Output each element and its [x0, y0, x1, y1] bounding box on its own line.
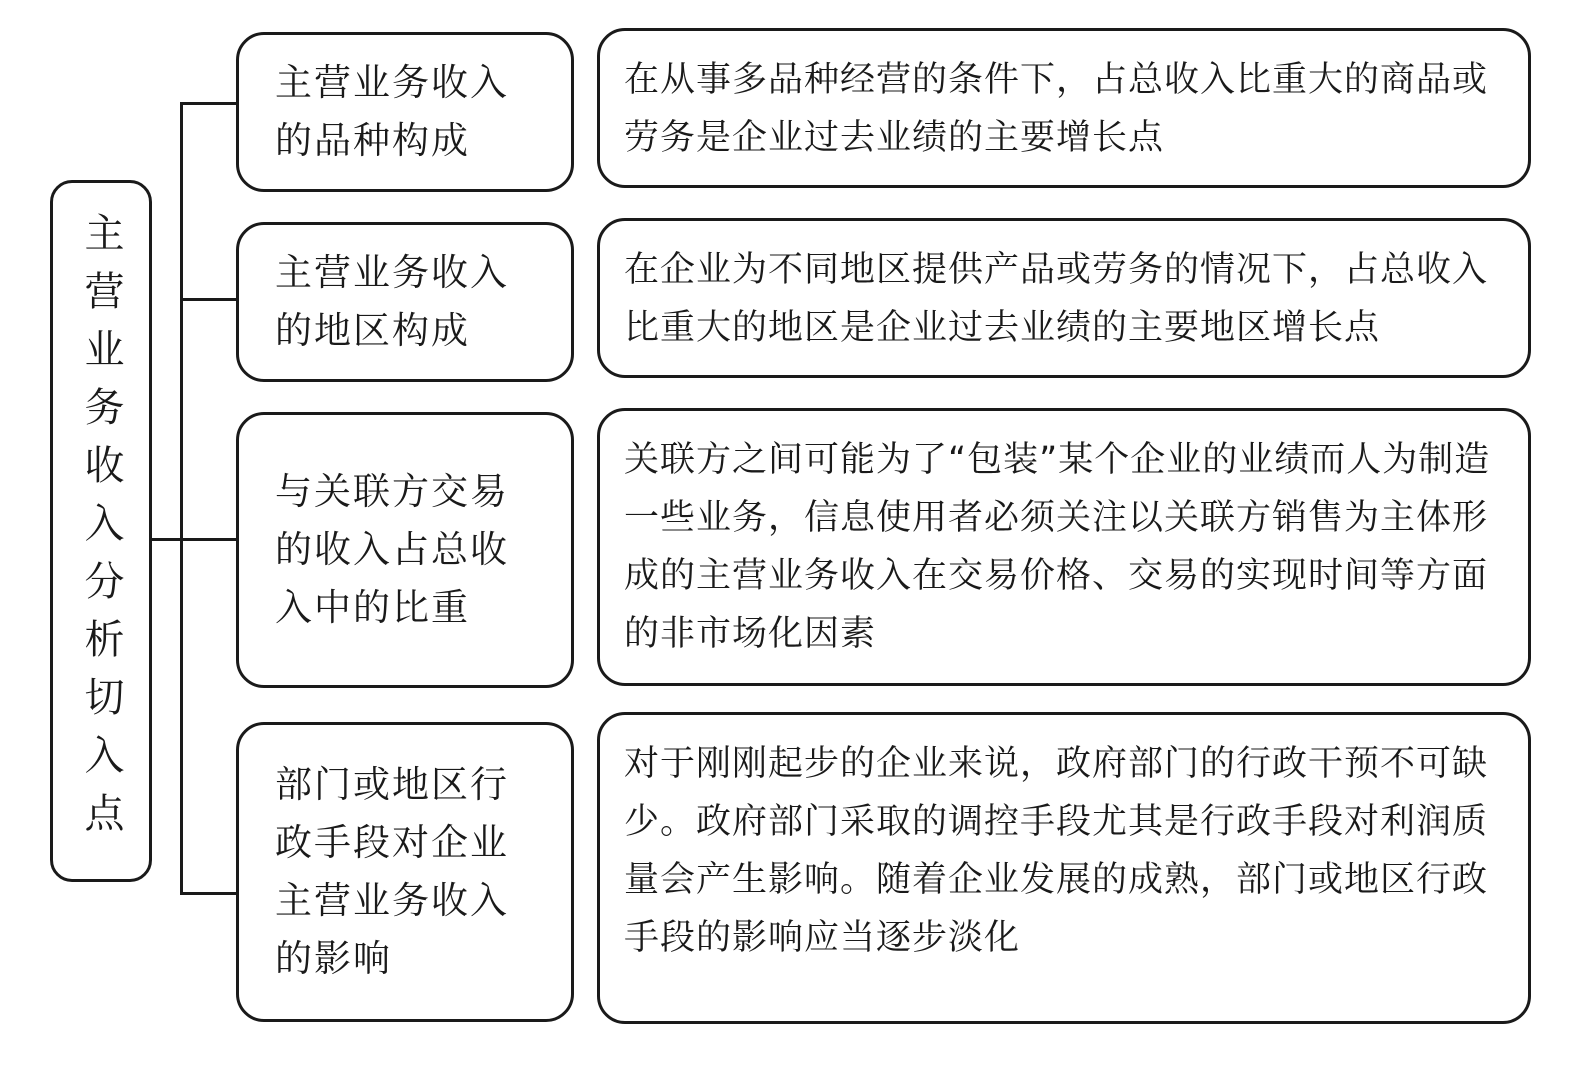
category-node-1 [236, 32, 574, 192]
branch-connector-3 [180, 538, 238, 541]
trunk-line [180, 102, 183, 894]
category-node-2 [236, 222, 574, 382]
description-node-4 [597, 712, 1531, 1024]
root-label: 主营业务收入分析切入点 [78, 212, 124, 850]
description-node-3 [597, 408, 1531, 686]
description-node-1 [597, 28, 1531, 188]
branch-connector-2 [180, 298, 238, 301]
description-text: 关联方之间可能为了“包装”某个企业的业绩而人为制造一些业务，信息使用者必须关注以关联方销售为主体形成的主营业务收入在交易价格、交易的实现时间等方面的非市场化因素 [624, 440, 1491, 654]
description-node-2 [597, 218, 1531, 378]
root-connector [152, 538, 182, 541]
root-node [50, 180, 152, 882]
description-text: 对于刚刚起步的企业来说，政府部门的行政干预不可缺少。政府部门采取的调控手段尤其是行政手段对利润质量会产生影响。随着企业发展的成熟，部门或地区行政手段的影响应当逐步淡化 [624, 744, 1489, 958]
branch-connector-1 [180, 102, 238, 105]
category-label: 主营业务收入的品种构成 [275, 61, 509, 162]
category-node-4 [236, 722, 574, 1022]
branch-connector-4 [180, 892, 238, 895]
category-label: 部门或地区行政手段对企业主营业务收入的影响 [275, 763, 509, 980]
description-text: 在企业为不同地区提供产品或劳务的情况下，占总收入比重大的地区是企业过去业绩的主要地区增长点 [624, 250, 1489, 348]
category-label: 主营业务收入的地区构成 [275, 251, 509, 352]
category-node-3 [236, 412, 574, 688]
category-label: 与关联方交易的收入占总收入中的比重 [275, 470, 509, 629]
description-text: 在从事多品种经营的条件下，占总收入比重大的商品或劳务是企业过去业绩的主要增长点 [624, 60, 1489, 158]
